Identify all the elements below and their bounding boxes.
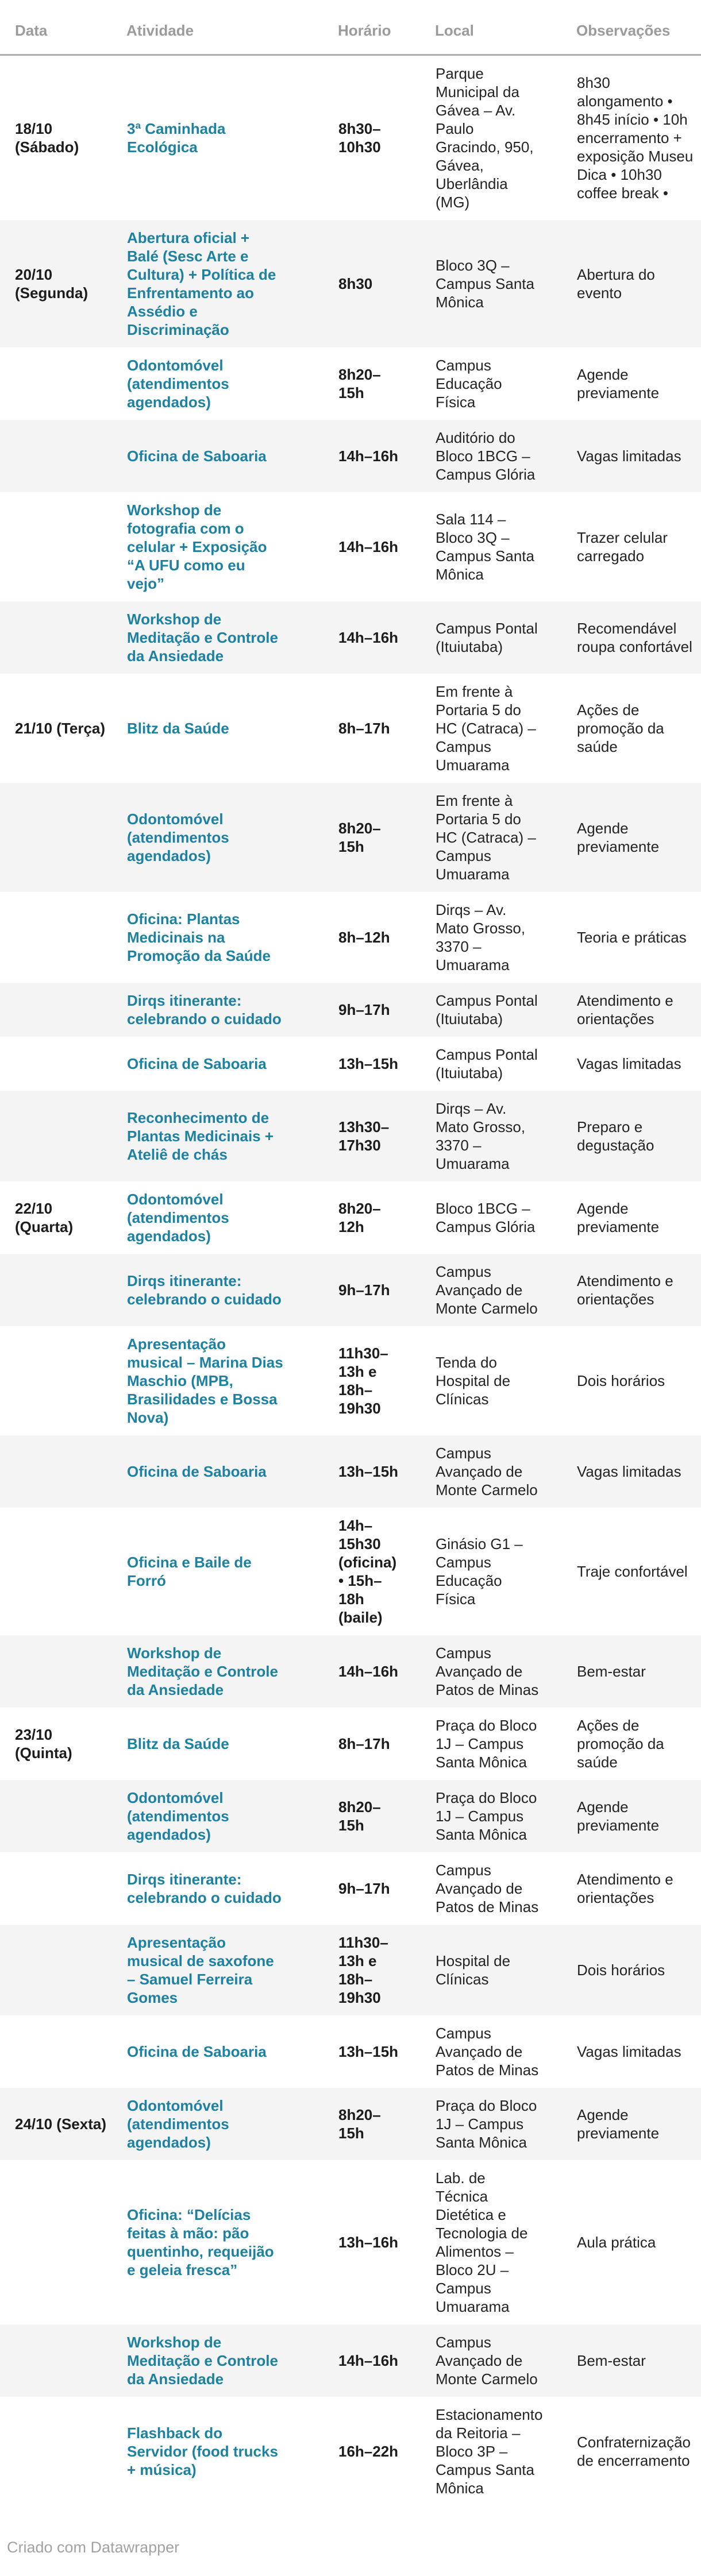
notes-cell: Atendimento e orientações	[577, 1272, 673, 1308]
notes-cell: Trazer celular carregado	[577, 529, 668, 565]
notes-cell: Ações de promoção da saúde	[577, 701, 664, 755]
time-cell: 13h–15h	[338, 1463, 399, 1480]
table-row	[0, 1635, 701, 1708]
date-cell	[0, 1780, 126, 1852]
table-row	[0, 1037, 701, 1091]
notes-cell: Agende previamente	[577, 366, 660, 401]
notes-cell: Aula prática	[577, 2234, 656, 2251]
location-cell: Campus Pontal (Ituiutaba)	[436, 620, 538, 655]
table-row	[0, 1508, 701, 1635]
notes-cell: Agende previamente	[577, 2106, 660, 2142]
column-header-atividade: Atividade	[126, 0, 338, 55]
activity-cell: Dirqs itinerante: celebrando o cuidado	[127, 1272, 282, 1308]
activity-cell: Blitz da Saúde	[127, 720, 229, 737]
activity-cell: Oficina de Saboaria	[127, 2043, 267, 2060]
time-cell: 13h–15h	[338, 1055, 399, 1072]
location-cell: Praça do Bloco 1J – Campus Santa Mônica	[436, 1789, 537, 1843]
time-cell: 9h–17h	[338, 1001, 390, 1018]
time-cell: 13h–16h	[338, 2234, 399, 2251]
location-cell: Parque Municipal da Gávea – Av. Paulo Gracindo, 950, Gávea, Uberlândia (MG)	[436, 65, 534, 211]
time-cell: 8h–12h	[338, 929, 390, 946]
date-cell	[0, 1254, 126, 1326]
location-cell: Em frente à Portaria 5 do HC (Catraca) – Campus Umuarama	[436, 792, 536, 883]
location-cell: Ginásio G1 – Campus Educação Física	[436, 1535, 523, 1608]
time-cell: 16h–22h	[338, 2443, 399, 2460]
activity-cell: Workshop de fotografia com o celular + Exposição “A UFU como eu vejo”	[127, 501, 267, 592]
footer	[0, 2538, 701, 2576]
activity-cell: Abertura oficial + Balé (Sesc Arte e Cultura) + Política de Enfrentamento ao Assédio e Discriminação	[127, 229, 276, 338]
time-cell: 13h30–17h30	[338, 1118, 390, 1154]
table-row	[0, 420, 701, 492]
date-cell	[0, 1326, 126, 1435]
column-header-local: Local	[435, 0, 576, 55]
date-cell	[0, 2015, 126, 2088]
time-cell: 8h20–15h	[338, 1798, 381, 1834]
time-cell: 14h–16h	[338, 2352, 399, 2369]
notes-cell: Bem-estar	[577, 1663, 646, 1680]
location-cell: Campus Avançado de Patos de Minas	[436, 1644, 539, 1698]
table-body	[0, 55, 701, 2507]
activity-cell: Oficina de Saboaria	[127, 1055, 267, 1072]
activity-cell: Dirqs itinerante: celebrando o cuidado	[127, 1871, 282, 1906]
location-cell: Bloco 3Q – Campus Santa Mônica	[436, 257, 534, 311]
notes-cell: Vagas limitadas	[577, 1055, 681, 1072]
time-cell: 14h–15h30 (oficina) • 15h–18h (baile)	[338, 1517, 397, 1626]
time-cell: 8h20–15h	[338, 2106, 381, 2142]
table-row	[0, 674, 701, 783]
date-cell	[0, 2324, 126, 2397]
notes-cell: Vagas limitadas	[577, 2043, 681, 2060]
activity-cell: Odontomóvel (atendimentos agendados)	[127, 1789, 229, 1843]
table-row	[0, 1925, 701, 2015]
activity-cell: Oficina de Saboaria	[127, 447, 267, 465]
activity-cell: Dirqs itinerante: celebrando o cuidado	[127, 992, 282, 1028]
date-cell	[0, 783, 126, 892]
time-cell: 8h30–10h30	[338, 120, 381, 156]
location-cell: Campus Pontal (Ituiutaba)	[436, 1046, 538, 1082]
date-cell	[0, 347, 126, 420]
location-cell: Praça do Bloco 1J – Campus Santa Mônica	[436, 2097, 537, 2151]
location-cell: Em frente à Portaria 5 do HC (Catraca) – Campus Umuarama	[436, 683, 536, 774]
notes-cell: Agende previamente	[577, 1200, 660, 1235]
location-cell: Dirqs – Av. Mato Grosso, 3370 – Umuarama	[436, 901, 526, 974]
table-row	[0, 892, 701, 983]
time-cell: 11h30–13h e 18h–19h30	[338, 1934, 388, 2006]
location-cell: Auditório do Bloco 1BCG – Campus Glória	[436, 429, 536, 483]
notes-cell: Agende previamente	[577, 820, 660, 855]
table-row	[0, 1326, 701, 1435]
table-row	[0, 601, 701, 674]
location-cell: Praça do Bloco 1J – Campus Santa Mônica	[436, 1717, 537, 1771]
table-row	[0, 1708, 701, 1780]
table-row	[0, 2397, 701, 2506]
activity-cell: Odontomóvel (atendimentos agendados)	[127, 2097, 229, 2151]
table-row	[0, 983, 701, 1037]
table-row	[0, 1852, 701, 1925]
location-cell: Campus Avançado de Monte Carmelo	[436, 2334, 538, 2388]
table-row	[0, 1254, 701, 1326]
time-cell: 14h–16h	[338, 538, 399, 555]
time-cell: 8h30	[338, 275, 373, 292]
activity-cell: Oficina de Saboaria	[127, 1463, 267, 1480]
activity-cell: Oficina: Plantas Medicinais na Promoção da Saúde	[127, 910, 271, 964]
time-cell: 14h–16h	[338, 629, 399, 646]
date-cell	[0, 420, 126, 492]
time-cell: 9h–17h	[338, 1281, 390, 1299]
time-cell: 8h20–15h	[338, 820, 381, 855]
notes-cell: Bem-estar	[577, 2352, 646, 2369]
date-cell	[0, 492, 126, 601]
location-cell: Campus Avançado de Patos de Minas	[436, 2025, 539, 2079]
table-row	[0, 55, 701, 221]
date-cell	[0, 1925, 126, 2015]
notes-cell: Recomendável roupa confortável	[577, 620, 692, 655]
date-cell: 21/10 (Terça)	[15, 720, 106, 737]
time-cell: 8h–17h	[338, 1735, 390, 1752]
notes-cell: Dois horários	[577, 1961, 665, 1979]
activity-cell: Blitz da Saúde	[127, 1735, 229, 1752]
activity-cell: Workshop de Meditação e Controle da Ansiedade	[127, 2334, 278, 2388]
notes-cell: Dois horários	[577, 1372, 665, 1389]
activity-cell: Apresentação musical de saxofone – Samuel Ferreira Gomes	[127, 1934, 274, 2006]
column-header-observacoes: Observações	[576, 0, 701, 55]
activity-cell: Oficina: “Delícias feitas à mão: pão quentinho, requeijão e geleia fresca”	[127, 2206, 274, 2278]
time-cell: 8h20–15h	[338, 366, 381, 401]
notes-cell: 8h30 alongamento • 8h45 início • 10h encerramento + exposição Museu Dica • 10h30 coffee break •	[577, 74, 694, 202]
date-cell	[0, 1037, 126, 1091]
activity-cell: Oficina e Baile de Forró	[127, 1554, 252, 1589]
time-cell: 11h30–13h e 18h–19h30	[338, 1345, 388, 1417]
table-row	[0, 1091, 701, 1181]
notes-cell: Abertura do evento	[577, 266, 655, 302]
location-cell: Estacionamento da Reitoria – Bloco 3P – Campus Santa Mônica	[436, 2406, 543, 2497]
column-header-data: Data	[0, 0, 126, 55]
location-cell: Hospital de Clínicas	[436, 1952, 511, 1988]
activity-cell: Flashback do Servidor (food trucks + música)	[127, 2424, 278, 2478]
notes-cell: Vagas limitadas	[577, 447, 681, 465]
table-row	[0, 1435, 701, 1508]
activity-cell: 3ª Caminhada Ecológica	[127, 120, 226, 156]
table-row	[0, 492, 701, 601]
date-cell: 22/10 (Quarta)	[15, 1200, 74, 1235]
notes-cell: Agende previamente	[577, 1798, 660, 1834]
date-cell: 18/10 (Sábado)	[15, 120, 79, 156]
table-row	[0, 2088, 701, 2160]
activity-cell: Odontomóvel (atendimentos agendados)	[127, 357, 229, 411]
notes-cell: Ações de promoção da saúde	[577, 1717, 664, 1771]
activity-cell: Reconhecimento de Plantas Medicinais + Ateliê de chás	[127, 1109, 274, 1163]
location-cell: Campus Educação Física	[436, 357, 502, 411]
activity-cell: Odontomóvel (atendimentos agendados)	[127, 1191, 229, 1245]
notes-cell: Atendimento e orientações	[577, 1871, 673, 1906]
date-cell: 24/10 (Sexta)	[15, 2115, 106, 2133]
table-row	[0, 1780, 701, 1852]
table-row	[0, 2160, 701, 2324]
date-cell	[0, 1091, 126, 1181]
time-cell: 8h–17h	[338, 720, 390, 737]
date-cell	[0, 2160, 126, 2324]
table-row	[0, 2015, 701, 2088]
activity-cell: Odontomóvel (atendimentos agendados)	[127, 810, 229, 864]
location-cell: Tenda do Hospital de Clínicas	[436, 1354, 511, 1408]
table-row	[0, 347, 701, 420]
activity-cell: Apresentação musical – Marina Dias Maschio (MPB, Brasilidades e Bossa Nova)	[127, 1335, 283, 1426]
date-cell	[0, 1635, 126, 1708]
location-cell: Lab. de Técnica Dietética e Tecnologia de Alimentos – Bloco 2U – Campus Umuarama	[436, 2169, 528, 2315]
location-cell: Bloco 1BCG – Campus Glória	[436, 1200, 536, 1235]
table-header	[0, 0, 701, 55]
date-cell	[0, 1435, 126, 1508]
notes-cell: Atendimento e orientações	[577, 992, 673, 1028]
table-row	[0, 1181, 701, 1254]
date-cell	[0, 1852, 126, 1925]
location-cell: Sala 114 – Bloco 3Q – Campus Santa Mônica	[436, 511, 534, 583]
time-cell: 14h–16h	[338, 447, 399, 465]
location-cell: Dirqs – Av. Mato Grosso, 3370 – Umuarama	[436, 1100, 526, 1172]
date-cell: 20/10 (Segunda)	[15, 266, 88, 302]
column-header-horario: Horário	[338, 0, 435, 55]
activity-cell: Workshop de Meditação e Controle da Ansiedade	[127, 1644, 278, 1698]
table-row	[0, 220, 701, 347]
location-cell: Campus Pontal (Ituiutaba)	[436, 992, 538, 1028]
time-cell: 13h–15h	[338, 2043, 399, 2060]
location-cell: Campus Avançado de Patos de Minas	[436, 1861, 539, 1915]
date-cell: 23/10 (Quinta)	[15, 1726, 72, 1762]
notes-cell: Preparo e degustação	[577, 1118, 654, 1154]
time-cell: 14h–16h	[338, 1663, 399, 1680]
activity-cell: Workshop de Meditação e Controle da Ansiedade	[127, 611, 278, 665]
notes-cell: Teoria e práticas	[577, 929, 687, 946]
date-cell	[0, 892, 126, 983]
datawrapper-credit-link[interactable]: Criado com Datawrapper	[7, 2539, 180, 2556]
header-row	[0, 0, 701, 55]
date-cell	[0, 2397, 126, 2506]
location-cell: Campus Avançado de Monte Carmelo	[436, 1445, 538, 1499]
table-row	[0, 783, 701, 892]
location-cell: Campus Avançado de Monte Carmelo	[436, 1263, 538, 1317]
notes-cell: Traje confortável	[577, 1563, 688, 1580]
date-cell	[0, 1508, 126, 1635]
date-cell	[0, 983, 126, 1037]
table-row	[0, 2324, 701, 2397]
time-cell: 8h20–12h	[338, 1200, 381, 1235]
date-cell	[0, 601, 126, 674]
notes-cell: Confraternização de encerramento	[577, 2434, 691, 2469]
time-cell: 9h–17h	[338, 1880, 390, 1897]
notes-cell: Vagas limitadas	[577, 1463, 681, 1480]
